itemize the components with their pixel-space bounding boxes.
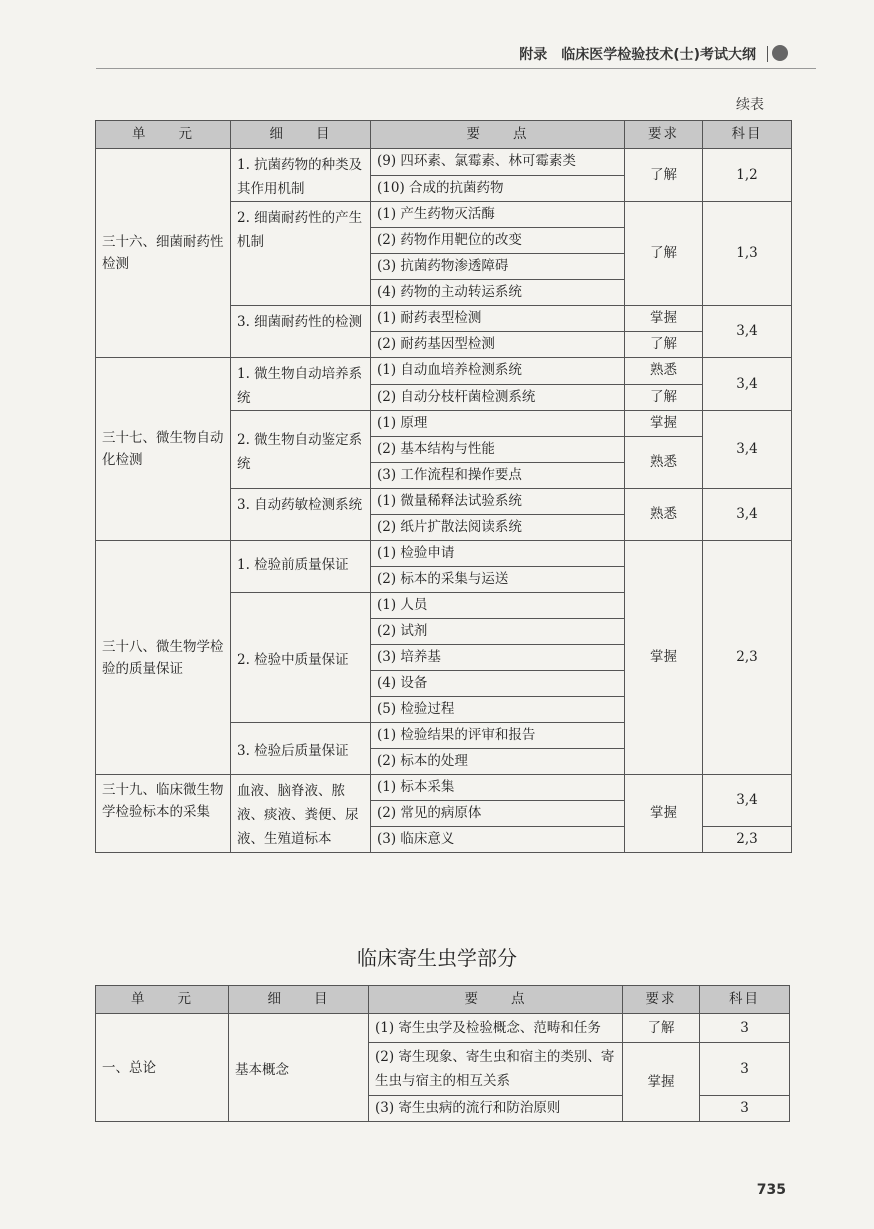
detail-cell: 3. 细菌耐药性的检测	[231, 306, 371, 358]
detail-cell: 基本概念	[229, 1014, 369, 1122]
subject-cell: 3	[700, 1043, 790, 1096]
running-header-text: 附录 临床医学检验技术(士)考试大纲	[519, 47, 756, 63]
point-cell: (1) 耐药表型检测	[371, 306, 625, 332]
point-cell: (1) 自动血培养检测系统	[371, 358, 625, 385]
col-point: 要 点	[371, 121, 625, 149]
table-row	[96, 541, 792, 567]
detail-cell: 2. 微生物自动鉴定系统	[231, 411, 371, 489]
point-cell: (3) 工作流程和操作要点	[371, 463, 625, 489]
point-cell: (3) 临床意义	[371, 827, 625, 853]
requirement-cell: 掌握	[625, 775, 703, 853]
subject-cell: 1,3	[703, 202, 792, 306]
section-title: 临床寄生虫学部分	[357, 946, 517, 970]
col-unit: 单 元	[96, 121, 231, 149]
col-subject: 科目	[703, 121, 792, 149]
col-requirement: 要求	[625, 121, 703, 149]
unit-cell: 一、总论	[96, 1014, 229, 1122]
col-detail: 细 目	[229, 986, 369, 1014]
header-rule	[96, 68, 816, 69]
point-cell: (1) 寄生虫学及检验概念、范畴和任务	[369, 1014, 623, 1043]
unit-cell: 三十六、细菌耐药性检测	[96, 149, 231, 358]
subject-cell: 3	[700, 1014, 790, 1043]
detail-cell: 3. 检验后质量保证	[231, 723, 371, 775]
subject-cell: 2,3	[703, 827, 792, 853]
point-cell: (4) 设备	[371, 671, 625, 697]
syllabus-table-parasitology	[95, 985, 790, 1122]
requirement-cell: 掌握	[625, 541, 703, 775]
requirement-cell: 了解	[625, 384, 703, 411]
point-cell: (1) 检验申请	[371, 541, 625, 567]
detail-cell: 2. 检验中质量保证	[231, 593, 371, 723]
table-row	[96, 358, 792, 385]
point-cell: (10) 合成的抗菌药物	[371, 175, 625, 202]
table-row	[96, 149, 792, 176]
requirement-cell: 掌握	[625, 411, 703, 437]
point-cell: (4) 药物的主动转运系统	[371, 280, 625, 306]
requirement-cell: 了解	[625, 202, 703, 306]
point-cell: (1) 原理	[371, 411, 625, 437]
point-cell: (3) 抗菌药物渗透障碍	[371, 254, 625, 280]
detail-cell: 2. 细菌耐药性的产生机制	[231, 202, 371, 306]
point-cell: (1) 检验结果的评审和报告	[371, 723, 625, 749]
point-cell: (2) 常见的病原体	[371, 801, 625, 827]
requirement-cell: 熟悉	[625, 489, 703, 541]
syllabus-table-microbiology	[95, 120, 792, 853]
detail-cell: 血液、脑脊液、脓液、痰液、粪便、尿液、生殖道标本	[231, 775, 371, 853]
col-point: 要 点	[369, 986, 623, 1014]
requirement-cell: 了解	[625, 149, 703, 202]
subject-cell: 3,4	[703, 489, 792, 541]
subject-cell: 3	[700, 1096, 790, 1122]
detail-cell: 1. 微生物自动培养系统	[231, 358, 371, 411]
point-cell: (3) 寄生虫病的流行和防治原则	[369, 1096, 623, 1122]
point-cell: (3) 培养基	[371, 645, 625, 671]
col-detail: 细 目	[231, 121, 371, 149]
point-cell: (2) 自动分枝杆菌检测系统	[371, 384, 625, 411]
unit-cell: 三十九、临床微生物学检验标本的采集	[96, 775, 231, 853]
subject-cell: 3,4	[703, 358, 792, 411]
col-requirement: 要求	[623, 986, 700, 1014]
point-cell: (2) 标本的采集与运送	[371, 567, 625, 593]
header-divider	[767, 46, 768, 62]
unit-cell: 三十八、微生物学检验的质量保证	[96, 541, 231, 775]
running-header	[470, 44, 800, 66]
detail-cell: 1. 抗菌药物的种类及其作用机制	[231, 149, 371, 202]
subject-cell: 1,2	[703, 149, 792, 202]
subject-cell: 3,4	[703, 411, 792, 489]
col-unit: 单 元	[96, 986, 229, 1014]
requirement-cell: 熟悉	[625, 437, 703, 489]
table-row	[96, 775, 792, 801]
unit-cell: 三十七、微生物自动化检测	[96, 358, 231, 541]
continued-label: 续表	[736, 97, 764, 113]
detail-cell: 1. 检验前质量保证	[231, 541, 371, 593]
requirement-cell: 掌握	[623, 1043, 700, 1122]
table-header-row	[96, 986, 790, 1014]
col-subject: 科目	[700, 986, 790, 1014]
table-row	[96, 1014, 790, 1043]
detail-cell: 3. 自动药敏检测系统	[231, 489, 371, 541]
point-cell: (2) 寄生现象、寄生虫和宿主的类别、寄生虫与宿主的相互关系	[369, 1043, 623, 1096]
point-cell: (2) 耐药基因型检测	[371, 332, 625, 358]
table-header-row	[96, 121, 792, 149]
requirement-cell: 了解	[625, 332, 703, 358]
point-cell: (5) 检验过程	[371, 697, 625, 723]
requirement-cell: 掌握	[625, 306, 703, 332]
point-cell: (1) 微量稀释法试验系统	[371, 489, 625, 515]
point-cell: (1) 标本采集	[371, 775, 625, 801]
subject-cell: 3,4	[703, 306, 792, 358]
point-cell: (1) 产生药物灭活酶	[371, 202, 625, 228]
page-number: 735	[756, 1182, 786, 1198]
point-cell: (9) 四环素、氯霉素、林可霉素类	[371, 149, 625, 176]
requirement-cell: 了解	[623, 1014, 700, 1043]
point-cell: (1) 人员	[371, 593, 625, 619]
point-cell: (2) 纸片扩散法阅读系统	[371, 515, 625, 541]
requirement-cell: 熟悉	[625, 358, 703, 385]
point-cell: (2) 试剂	[371, 619, 625, 645]
point-cell: (2) 基本结构与性能	[371, 437, 625, 463]
book-logo-icon	[772, 45, 788, 61]
subject-cell: 3,4	[703, 775, 792, 827]
subject-cell: 2,3	[703, 541, 792, 775]
point-cell: (2) 药物作用靶位的改变	[371, 228, 625, 254]
point-cell: (2) 标本的处理	[371, 749, 625, 775]
